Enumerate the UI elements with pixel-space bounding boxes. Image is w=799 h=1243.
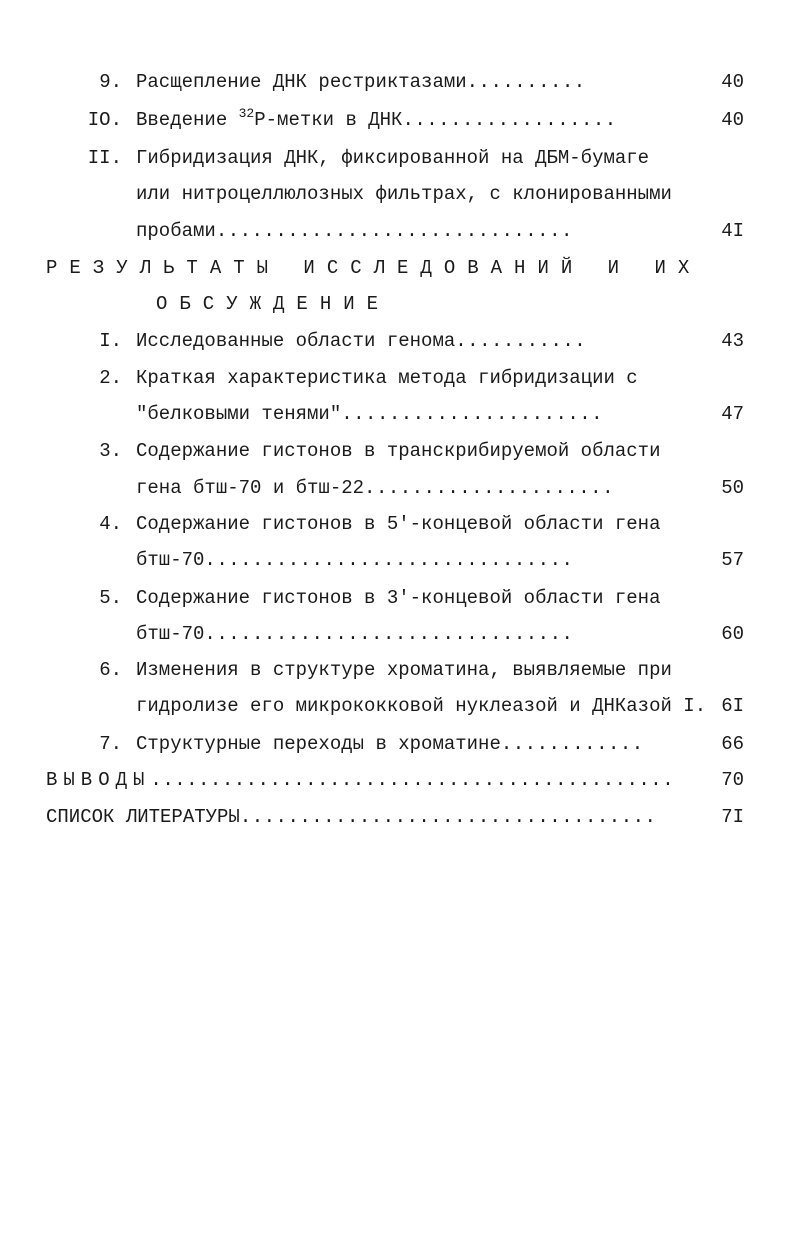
toc-number: IO. <box>87 109 122 131</box>
toc-leader: ............................................ <box>150 769 675 791</box>
toc-entry-line: Гибридизация ДНК, фиксированной на ДБМ-бумаге <box>136 147 650 169</box>
toc-number: 4. <box>99 513 122 535</box>
toc-number: 7. <box>99 733 122 755</box>
toc-leader: ............................... <box>204 623 574 645</box>
toc-entry-text: Структурные переходы в хроматине <box>136 733 501 755</box>
toc-number: 5. <box>99 587 122 609</box>
toc-entry-text: гена бтш-70 и бтш-22 <box>136 477 365 499</box>
toc-page-number: 7I <box>721 806 744 828</box>
toc-entry-3-prime-region <box>136 622 573 646</box>
toc-entry-line: Краткая характеристика метода гибридизации с <box>136 367 638 389</box>
toc-entry-conclusions <box>46 768 674 792</box>
toc-entry-restriction <box>136 70 586 94</box>
section-heading-results: РЕЗУЛЬТАТЫ ИССЛЕДОВАНИЙ И ИХ <box>46 257 702 279</box>
toc-page-number: 66 <box>721 733 744 755</box>
toc-entry-line: Изменения в структуре хроматина, выявляемые при <box>136 659 672 681</box>
toc-entry-text: СПИСОК ЛИТЕРАТУРЫ <box>46 806 240 828</box>
toc-entry-text: Исследованные области генома <box>136 330 456 352</box>
toc-number: 2. <box>99 367 122 389</box>
toc-number: 3. <box>99 440 122 462</box>
section-heading-discussion: ОБСУЖДЕНИЕ <box>156 293 391 315</box>
toc-entry-protein-shadows <box>136 402 603 426</box>
toc-entry-genome-regions <box>136 329 586 353</box>
toc-entry-references <box>46 805 656 829</box>
toc-entry-line: или нитроцеллюлозных фильтрах, с клонированными <box>136 183 672 205</box>
toc-entry-text: Расщепление ДНК рестриктазами <box>136 71 467 93</box>
toc-leader: ..................... <box>364 477 614 499</box>
toc-leader: ............ <box>500 733 644 755</box>
toc-entry-text: бтш-70 <box>136 549 205 571</box>
toc-entry-chromatin-structure: гидролизе его микрококковой нуклеазой и ДНКазой I. <box>136 695 707 717</box>
toc-entry-text: бтш-70 <box>136 623 205 645</box>
toc-leader: .................. <box>402 109 617 131</box>
toc-page-number: 50 <box>721 477 744 499</box>
toc-entry-text: Р-метки в ДНК <box>254 109 403 131</box>
toc-entry-text: ВЫВОДЫ <box>46 769 151 791</box>
toc-leader: .......... <box>466 71 586 93</box>
toc-leader: ...................... <box>341 403 604 425</box>
toc-page-number: 40 <box>721 71 744 93</box>
toc-page-number: 43 <box>721 330 744 352</box>
toc-number: 6. <box>99 659 122 681</box>
toc-entry-line: Содержание гистонов в 3'-концевой области гена <box>136 587 661 609</box>
toc-number: I. <box>99 330 122 352</box>
toc-entry-transcribed-region <box>136 476 614 500</box>
toc-page-number: 6I <box>721 695 744 717</box>
toc-entry-line: Содержание гистонов в транскрибируемой области <box>136 440 661 462</box>
toc-page-number: 4I <box>721 220 744 242</box>
toc-entry-text: Введение <box>136 109 239 131</box>
toc-entry-line: Содержание гистонов в 5'-концевой области гена <box>136 513 661 535</box>
toc-entry-structural-transitions <box>136 732 644 756</box>
toc-leader: ........... <box>455 330 587 352</box>
toc-entry-text: пробами <box>136 220 216 242</box>
toc-entry-hybridization <box>136 219 573 243</box>
toc-entry-text: "белковыми тенями" <box>136 403 342 425</box>
toc-page-number: 47 <box>721 403 744 425</box>
toc-number: II. <box>87 147 122 169</box>
toc-leader: ................................... <box>239 806 657 828</box>
toc-leader: .............................. <box>215 220 573 242</box>
toc-page-number: 60 <box>721 623 744 645</box>
superscript: 32 <box>238 106 255 121</box>
toc-entry-5-prime-region <box>136 548 573 572</box>
toc-number: 9. <box>99 71 122 93</box>
toc-page-number: 40 <box>721 109 744 131</box>
toc-page-number: 57 <box>721 549 744 571</box>
toc-page-number: 70 <box>721 769 744 791</box>
toc-leader: ............................... <box>204 549 574 571</box>
toc-entry-labeling <box>136 108 617 132</box>
